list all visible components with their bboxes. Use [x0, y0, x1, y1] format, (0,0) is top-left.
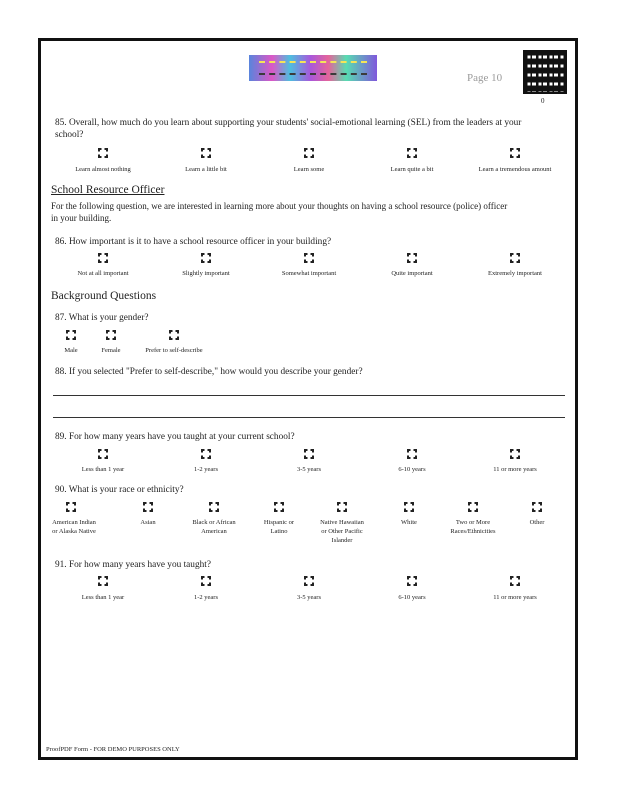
survey-page — [38, 38, 578, 760]
q87-option-1-label: Male — [64, 347, 78, 354]
qr-caption: 0 — [541, 97, 545, 105]
q89-option-1-label: Less than 1 year — [81, 466, 125, 473]
qr-code-image — [523, 50, 567, 94]
q90-option-3-label: Black or African American — [192, 519, 236, 535]
q86-option-4-checkbox[interactable] — [407, 253, 417, 263]
question-91-text: 91. For how many years have you taught? — [55, 560, 211, 570]
q85-option-5-checkbox[interactable] — [510, 148, 520, 158]
q88-answer-line-1[interactable] — [53, 395, 565, 396]
q90-option-2-checkbox[interactable] — [143, 502, 153, 512]
q85-option-4-label: Learn quite a bit — [390, 166, 434, 173]
q91-option-2-label: 1-2 years — [193, 594, 218, 601]
q87-option-2-checkbox[interactable] — [106, 330, 116, 340]
q91-option-3-label: 3-5 years — [296, 594, 321, 601]
q90-option-6-label: White — [401, 519, 417, 526]
q90-option-8-label: Other — [529, 519, 545, 526]
q90-option-3-checkbox[interactable] — [209, 502, 219, 512]
q87-option-3-label: Prefer to self-describe — [145, 347, 203, 354]
q85-option-3-label: Learn some — [293, 166, 325, 173]
q85-option-4-checkbox[interactable] — [407, 148, 417, 158]
section-title-school-resource-officer: School Resource Officer — [51, 184, 165, 196]
q85-option-2-label: Learn a little bit — [185, 166, 227, 173]
question-86-text: 86. How important is it to have a school resource officer in your building? — [55, 237, 332, 247]
logo-image — [249, 55, 377, 81]
q87-option-3-checkbox[interactable] — [169, 330, 179, 340]
q86-option-1-checkbox[interactable] — [98, 253, 108, 263]
question-85-text: 85. Overall, how much do you learn about supporting your students' social-emotional learning (SEL) from the leaders at your school? — [55, 118, 522, 140]
q91-option-3-checkbox[interactable] — [304, 576, 314, 586]
q87-option-2-label: Female — [101, 347, 121, 354]
q91-option-1-label: Less than 1 year — [81, 594, 125, 601]
q89-option-5-label: 11 or more years — [493, 466, 537, 473]
q90-option-6-checkbox[interactable] — [404, 502, 414, 512]
q86-option-3-checkbox[interactable] — [304, 253, 314, 263]
q90-option-5-checkbox[interactable] — [337, 502, 347, 512]
q89-option-2-label: 1-2 years — [193, 466, 218, 473]
q91-option-5-checkbox[interactable] — [510, 576, 520, 586]
q89-option-3-label: 3-5 years — [296, 466, 321, 473]
question-89-text: 89. For how many years have you taught at your current school? — [55, 432, 295, 442]
q90-option-1-checkbox[interactable] — [66, 502, 76, 512]
q90-option-2-label: Asian — [140, 519, 156, 526]
q86-option-2-label: Slightly important — [182, 270, 230, 277]
section-intro-text: For the following question, we are interested in learning more about your thoughts on having a school resource (police) officer in your building. — [51, 201, 508, 223]
q91-option-4-checkbox[interactable] — [407, 576, 417, 586]
q90-option-4-checkbox[interactable] — [274, 502, 284, 512]
q85-option-5-label: Learn a tremendous amount — [478, 166, 552, 173]
footer-demo-notice: ProofPDF Form - FOR DEMO PURPOSES ONLY — [46, 746, 180, 753]
q90-option-5-label: Native Hawaiian or Other Pacific Islander — [320, 519, 364, 544]
question-88-text: 88. If you selected "Prefer to self-describe," how would you describe your gender? — [55, 367, 363, 377]
q89-option-1-checkbox[interactable] — [98, 449, 108, 459]
q91-option-4-label: 6-10 years — [398, 594, 426, 601]
q90-option-7-label: Two or More Races/Ethnicities — [450, 519, 496, 535]
question-90-text: 90. What is your race or ethnicity? — [55, 485, 184, 495]
q86-option-2-checkbox[interactable] — [201, 253, 211, 263]
q89-option-5-checkbox[interactable] — [510, 449, 520, 459]
q86-option-5-label: Extremely important — [488, 270, 542, 277]
q90-option-4-label: Hispanic or Latino — [263, 519, 295, 535]
page-number: Page 10 — [467, 72, 503, 84]
q90-option-8-checkbox[interactable] — [532, 502, 542, 512]
q89-option-4-checkbox[interactable] — [407, 449, 417, 459]
section-title-background-questions: Background Questions — [51, 290, 157, 302]
q91-option-2-checkbox[interactable] — [201, 576, 211, 586]
q86-option-1-label: Not at all important — [77, 270, 129, 277]
q89-option-2-checkbox[interactable] — [201, 449, 211, 459]
q91-option-5-label: 11 or more years — [493, 594, 537, 601]
q87-option-1-checkbox[interactable] — [66, 330, 76, 340]
q85-option-2-checkbox[interactable] — [201, 148, 211, 158]
q89-option-4-label: 6-10 years — [398, 466, 426, 473]
q85-option-3-checkbox[interactable] — [304, 148, 314, 158]
q86-option-3-label: Somewhat important — [281, 270, 337, 277]
q86-option-5-checkbox[interactable] — [510, 253, 520, 263]
q86-option-4-label: Quite important — [391, 270, 433, 277]
q91-option-1-checkbox[interactable] — [98, 576, 108, 586]
q89-option-3-checkbox[interactable] — [304, 449, 314, 459]
q85-option-1-checkbox[interactable] — [98, 148, 108, 158]
q90-option-7-checkbox[interactable] — [468, 502, 478, 512]
question-87-text: 87. What is your gender? — [55, 313, 149, 323]
q85-option-1-label: Learn almost nothing — [75, 166, 131, 173]
q88-answer-line-2[interactable] — [53, 417, 565, 418]
q90-option-1-label: American Indian or Alaska Native — [52, 519, 96, 535]
